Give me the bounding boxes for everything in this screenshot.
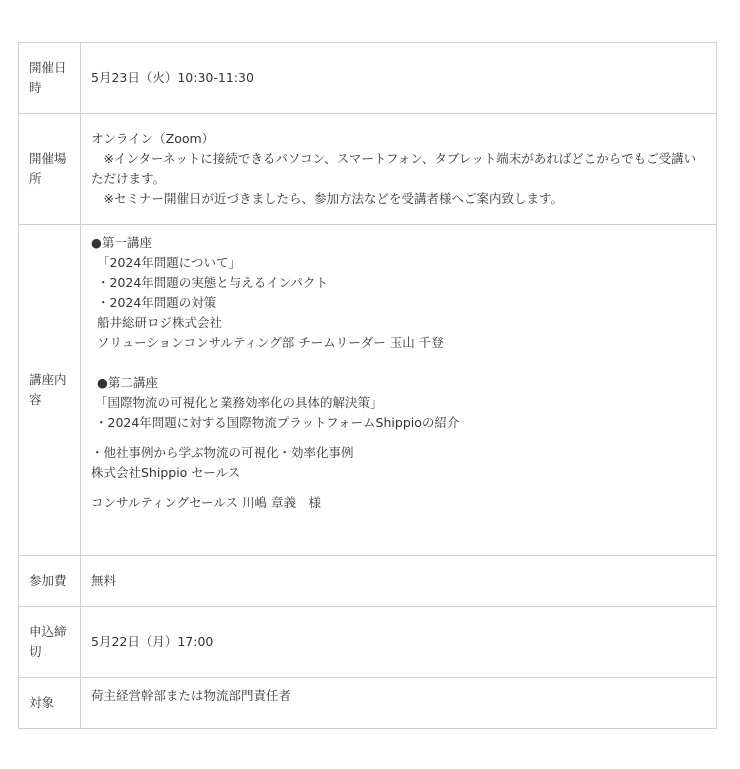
value-deadline <box>81 607 717 678</box>
value-venue <box>81 114 717 225</box>
seminar-info-table <box>18 42 717 729</box>
fee-text: 無料 <box>91 573 117 588</box>
lecture1-heading: ●第一講座 <box>91 235 152 250</box>
lecture2-heading: ●第二講座 <box>97 375 158 390</box>
lecture2-point-shippio: ・2024年問題に対する国際物流プラットフォームShippioの紹介 <box>95 415 460 430</box>
row-venue <box>19 114 717 225</box>
lecture1-speaker: ソリューションコンサルティング部 チームリーダー 玉山 千登 <box>97 335 444 350</box>
venue-online: オンライン（Zoom） <box>91 131 215 146</box>
lecture1-point-impact: ・2024年問題の実態と与えるインパクト <box>97 275 328 290</box>
lecture1-point-measures: ・2024年問題の対策 <box>97 295 217 310</box>
lecture2-point-cases: ・他社事例から学ぶ物流の可視化・効率化事例 <box>91 445 354 460</box>
lecture2-speaker: コンサルティングセールス 川嶋 章義 様 <box>91 495 321 510</box>
spacer <box>91 433 708 443</box>
row-target <box>19 678 717 729</box>
label-content: 講座内容 <box>19 225 81 556</box>
label-venue: 開催場所 <box>19 114 81 225</box>
lecture1-title: 「2024年問題について」 <box>97 255 242 270</box>
label-fee: 参加費 <box>19 556 81 607</box>
label-target: 対象 <box>19 678 81 729</box>
label-deadline: 申込締切 <box>19 607 81 678</box>
venue-note-guide: ※セミナー開催日が近づきましたら、参加方法などを受講者様へご案内致します。 <box>91 191 563 206</box>
row-deadline <box>19 607 717 678</box>
value-fee <box>81 556 717 607</box>
lecture1-company: 船井総研ロジ株式会社 <box>97 315 223 330</box>
value-content <box>81 225 717 556</box>
spacer <box>91 483 708 493</box>
lecture2-company: 株式会社Shippio セールス <box>91 465 241 480</box>
date-text: 5月23日（火）10:30-11:30 <box>91 70 254 85</box>
deadline-text: 5月22日（月）17:00 <box>91 634 214 649</box>
row-date <box>19 43 717 114</box>
target-text: 荷主経営幹部または物流部門責任者 <box>91 688 292 703</box>
value-target <box>81 678 717 729</box>
venue-note-devices: ※インターネットに接続できるパソコン、スマートフォン、タブレット端末があればどこからでもご受講いただけます。 <box>91 151 697 186</box>
row-fee <box>19 556 717 607</box>
value-date <box>81 43 717 114</box>
row-content <box>19 225 717 556</box>
spacer <box>91 353 708 373</box>
label-date: 開催日時 <box>19 43 81 114</box>
lecture2-title: 「国際物流の可視化と業務効率化の具体的解決策」 <box>95 395 383 410</box>
